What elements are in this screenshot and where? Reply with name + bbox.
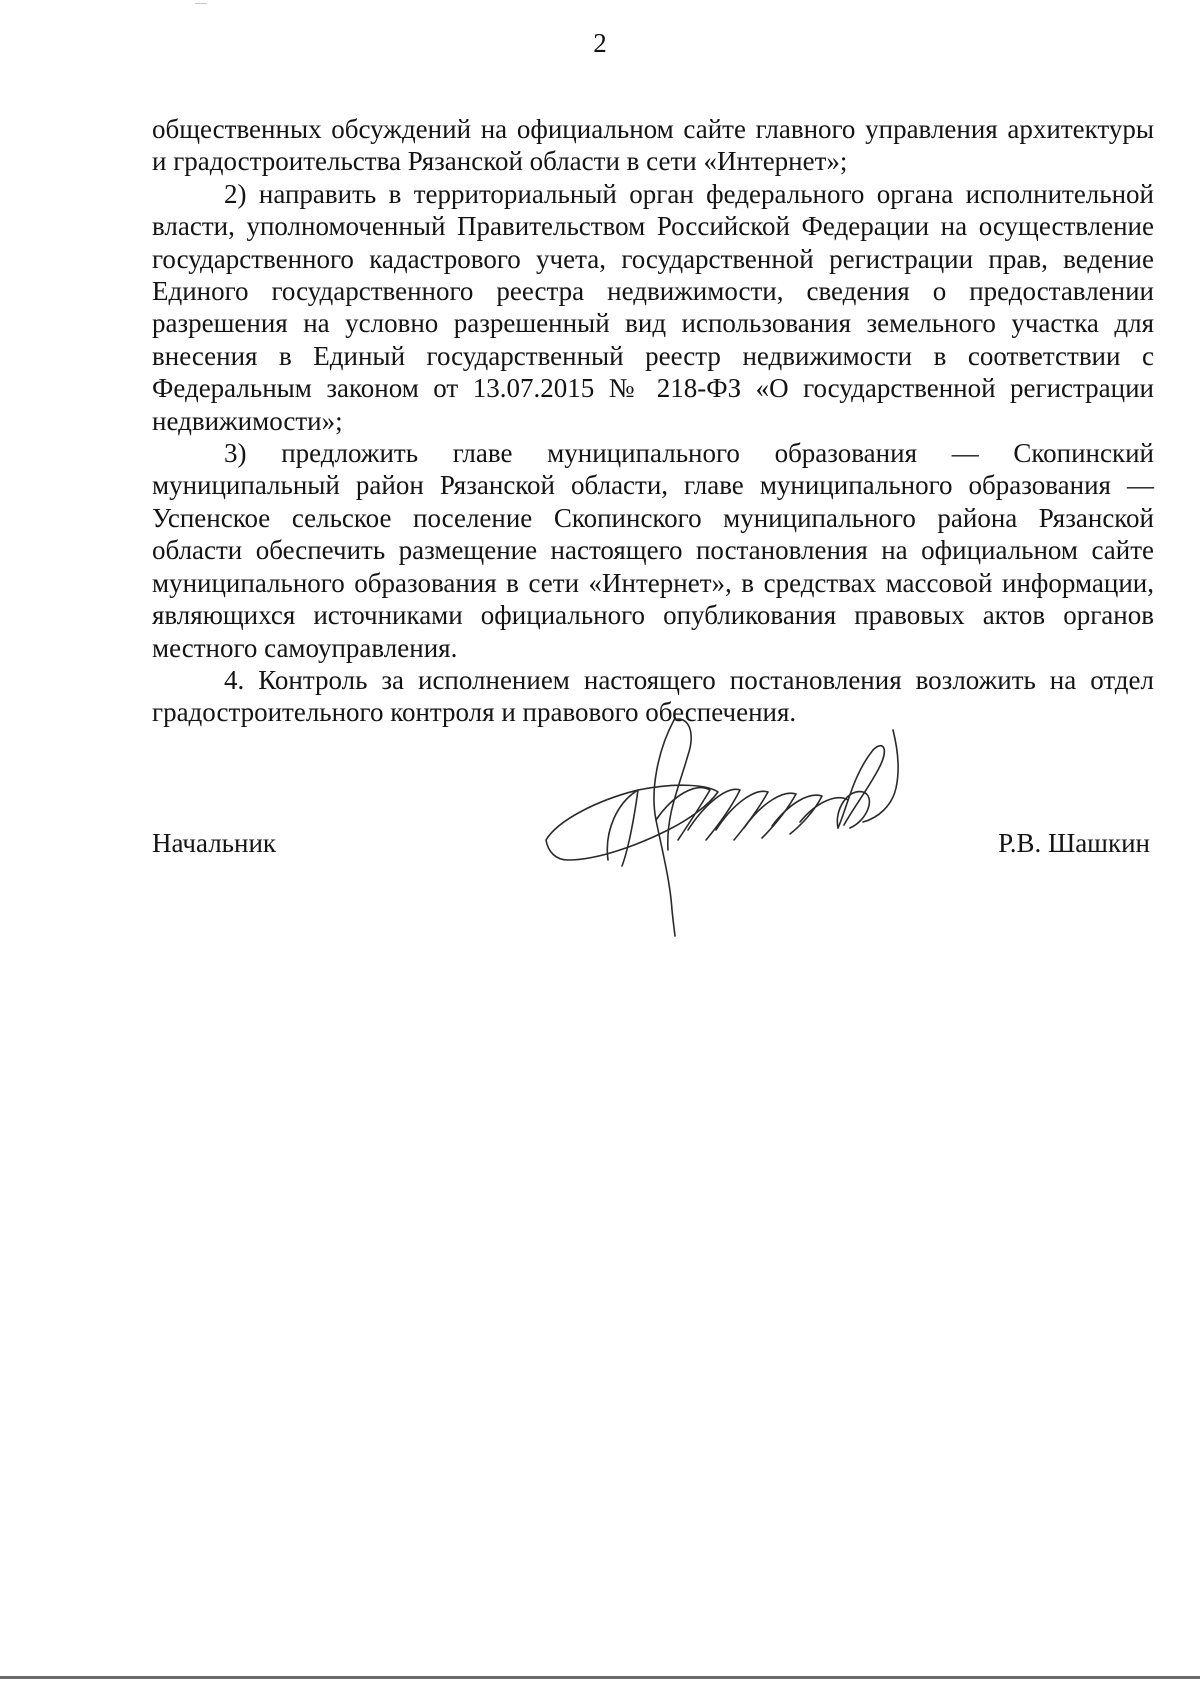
paragraph-item-2: 2) направить в территориальный орган федерального органа исполнительной власти, уполномоченный Правительством Российской Федерации на осуществление государственного кадастрового учета, государственной регистрации прав, ведение Единого государственного реестра недвижимости, сведения о предоставлении разрешения на условно разрешенный вид использования земельного участка для внесения в Единый государственный реестр недвижимости в соответствии с Федеральным законом от 13.07.2015 № 218-ФЗ «О государственной регистрации недвижимости»; [152,178,1154,436]
signature-block [152,828,1154,868]
signatory-name: Р.В. Шашкин [998,828,1150,858]
scan-artifact [195,3,207,4]
paragraph-continuation: общественных обсуждений на официальном сайте главного управления архитектуры и градостроительства Рязанской области в сети «Интернет»; [152,114,1154,177]
signatory-position: Начальник [152,828,277,858]
paragraph-item-4: 4. Контроль за исполнением настоящего постановления возложить на отдел градостроительного контроля и правового обеспечения. [152,664,1154,728]
handwritten-signature [538,710,978,940]
page-number: 2 [593,28,607,58]
scan-bottom-edge [0,1676,1200,1679]
paragraph-item-3: 3) предложить главе муниципального образования — Скопинский муниципальный район Рязанской области, главе муниципального образования — Успенское сельское поселение Скопинского муниципального района Рязанской области обеспечить размещение настоящего постановления на официальном сайте муниципального образования в сети «Интернет», в средствах массовой информации, являющихся источниками официального опубликования правовых актов органов местного самоуправления. [152,438,1154,663]
document-body [152,113,1154,729]
